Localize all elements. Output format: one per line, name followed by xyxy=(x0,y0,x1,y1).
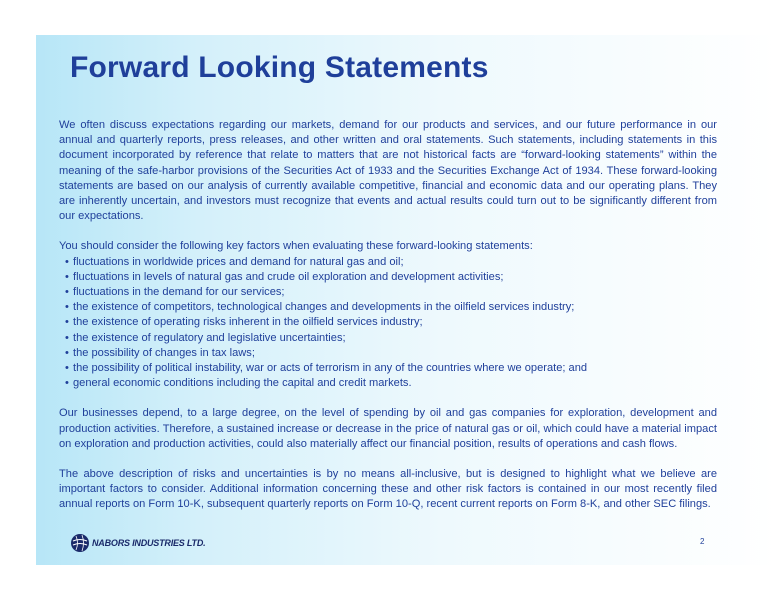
bullet-icon: • xyxy=(65,301,69,314)
list-item: • the existence of regulatory and legislative uncertainties; xyxy=(65,331,717,346)
list-item: • the existence of competitors, technological changes and developments in the oilfield services industry; xyxy=(65,300,717,315)
factors-lead: You should consider the following key factors when evaluating these forward-looking statements: xyxy=(59,240,533,253)
bullet-icon: • xyxy=(65,316,69,329)
slide-body xyxy=(59,118,717,513)
company-logo xyxy=(70,533,205,553)
list-item: • fluctuations in levels of natural gas and crude oil exploration and development activities; xyxy=(65,270,717,285)
list-item: • the existence of operating risks inherent in the oilfield services industry; xyxy=(65,315,717,330)
logo-text: NABORS INDUSTRIES LTD. xyxy=(92,538,206,548)
bullet-icon: • xyxy=(65,362,69,375)
list-item: • fluctuations in worldwide prices and demand for natural gas and oil; xyxy=(65,255,717,270)
intro-paragraph: We often discuss expectations regarding our markets, demand for our products and services, and our future performance in our annual and quarterly reports, press releases, and other written and oral statements. Such statements, including statements in this document incorporated by reference that relate to matters that are not historical facts are “forward-looking statements” within the meaning of the safe-harbor provisions of the Securities Act of 1933 and the Securities Exchange Act of 1934. These forward-looking statements are based on our analysis of currently available competitive, financial and economic data and our operating plans. They are inherently uncertain, and investors must recognize that events and actual results could turn out to be significantly different from our expectations. xyxy=(59,119,717,223)
list-item: • general economic conditions including the capital and credit markets. xyxy=(65,376,717,391)
globe-logo-icon xyxy=(70,533,90,553)
bullet-icon: • xyxy=(65,346,69,359)
bullet-icon: • xyxy=(65,286,69,299)
slide-title: Forward Looking Statements xyxy=(70,51,489,84)
bullet-icon: • xyxy=(65,331,69,344)
list-item: • the possibility of political instability, war or acts of terrorism in any of the countries where we operate; and xyxy=(65,361,717,376)
bullet-icon: • xyxy=(65,377,69,390)
factors-list xyxy=(59,255,717,392)
bullet-icon: • xyxy=(65,270,69,283)
list-item: • fluctuations in the demand for our services; xyxy=(65,285,717,300)
risks-paragraph: The above description of risks and uncertainties is by no means all-inclusive, but is designed to highlight what we believe are important factors to consider. Additional information concerning these and other risk factors is contained in our most recently filed annual reports on Form 10-K, subsequent quarterly reports on Form 10-Q, recent current reports on Form 8-K, and other SEC filings. xyxy=(59,468,717,511)
business-paragraph: Our businesses depend, to a large degree, on the level of spending by oil and gas companies for exploration, development and production activities. Therefore, a sustained increase or decrease in the price of natural gas or oil, which could have a material impact on exploration and production activities, could also materially affect our financial position, results of operations and cash flows. xyxy=(59,407,717,450)
page-number: 2 xyxy=(700,537,705,546)
list-item: • the possibility of changes in tax laws; xyxy=(65,346,717,361)
bullet-icon: • xyxy=(65,255,69,268)
